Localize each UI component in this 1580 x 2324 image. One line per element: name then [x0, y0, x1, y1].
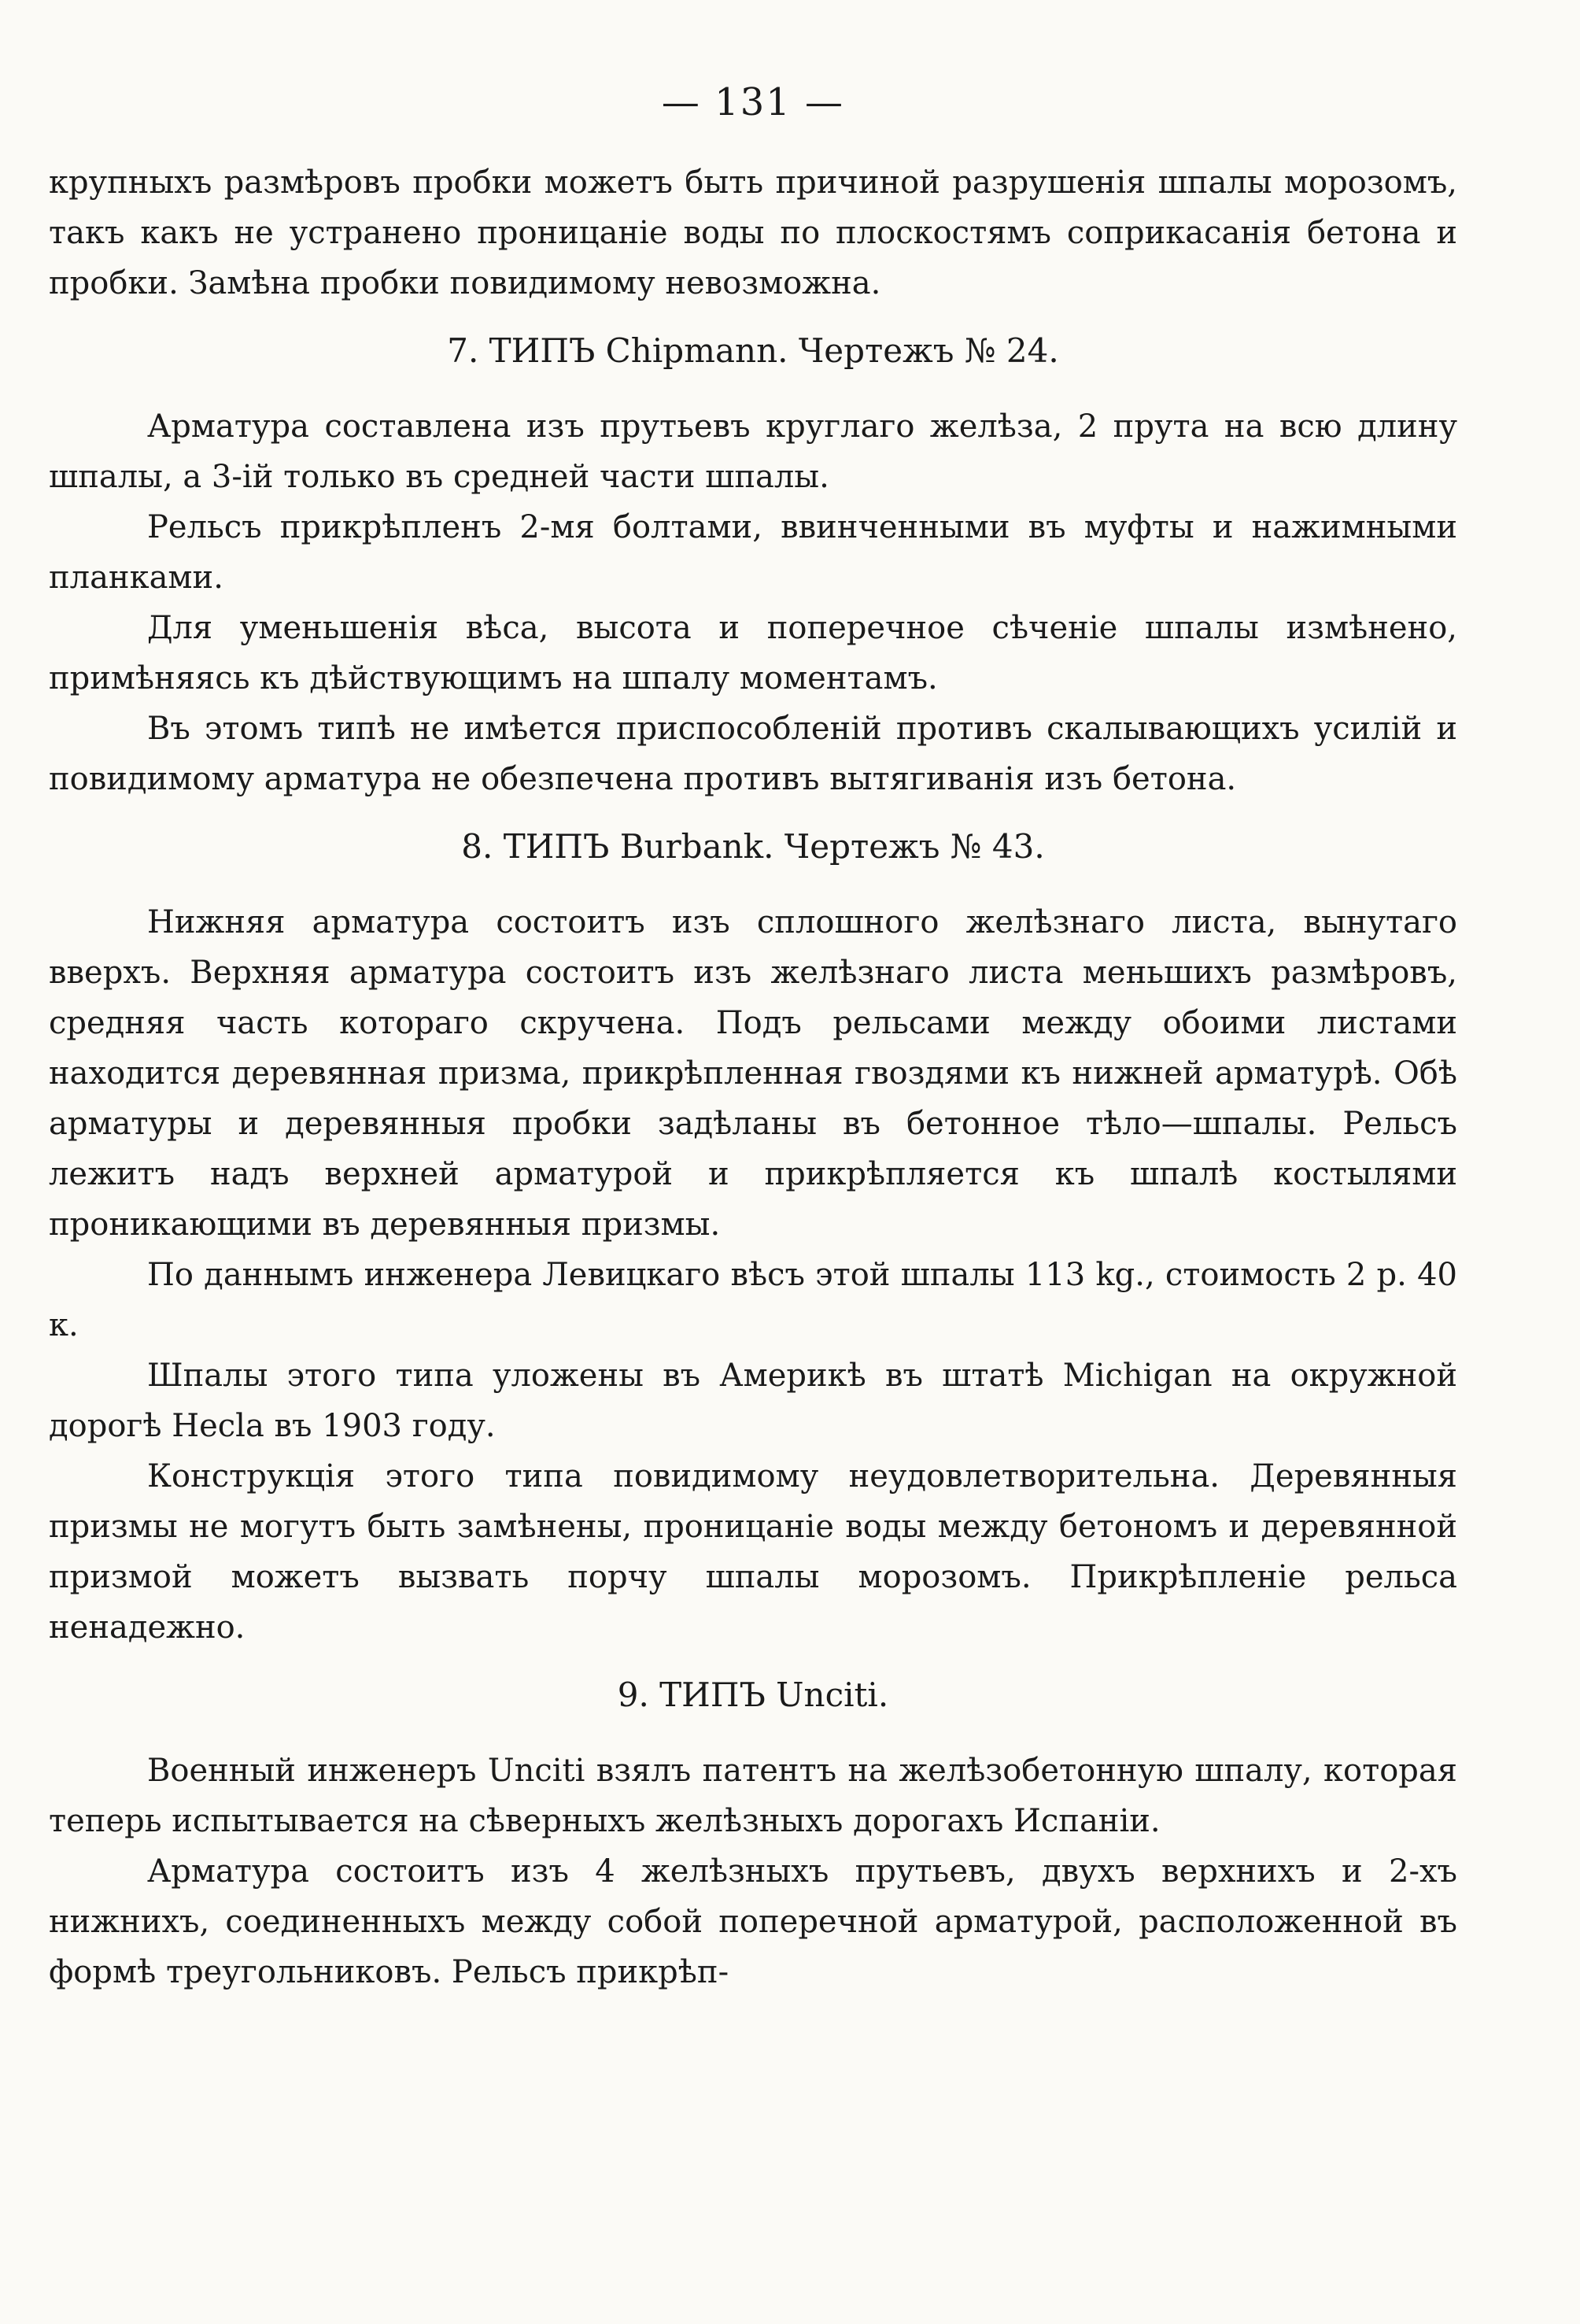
- document-page: [49, 79, 1457, 1997]
- section-heading-unciti: 9. ТИПЪ Unciti.: [617, 1676, 889, 1714]
- paragraph: Въ этомъ типѣ не имѣется приспособленій противъ скалывающихъ усилій и повидимому арматура не обезпечена противъ вытягиванія изъ бетона.: [49, 711, 1457, 797]
- paragraph: Арматура составлена изъ прутьевъ круглаго желѣза, 2 прута на всю длину шпалы, а 3-ій только въ средней части шпалы.: [49, 408, 1457, 495]
- paragraph: Конструкція этого типа повидимому неудовлетворительна. Деревянныя призмы не могутъ быть замѣнены, проницаніе воды между бетономъ и деревянной призмой можетъ вызвать порчу шпалы морозомъ. Прикрѣпленіе рельса ненадежно.: [49, 1458, 1457, 1646]
- paragraph: Рельсъ прикрѣпленъ 2-мя болтами, ввинченными въ муфты и нажимными планками.: [49, 509, 1457, 596]
- page-number: — 131 —: [661, 80, 845, 124]
- paragraph: Арматура состоитъ изъ 4 желѣзныхъ прутьевъ, двухъ верхнихъ и 2-хъ нижнихъ, соединенныхъ между собой поперечной арматурой, расположенной въ формѣ треугольниковъ. Рельсъ прикрѣп-: [49, 1853, 1457, 1990]
- paragraph: По даннымъ инженера Левицкаго вѣсъ этой шпалы 113 kg., стоимость 2 р. 40 к.: [49, 1257, 1457, 1343]
- paragraph: Для уменьшенія вѣса, высота и поперечное сѣченіе шпалы измѣнено, примѣняясь къ дѣйствующимъ на шпалу моментамъ.: [49, 610, 1457, 696]
- section-heading-chipmann: 7. ТИПЪ Chipmann. Чертежъ № 24.: [447, 331, 1059, 370]
- paragraph: Военный инженеръ Unciti взялъ патентъ на желѣзобетонную шпалу, которая теперь испытывается на сѣверныхъ желѣзныхъ дорогахъ Испаніи.: [49, 1753, 1457, 1839]
- paragraph: Шпалы этого типа уложены въ Америкѣ въ штатѣ Michigan на окружной дорогѣ Hecla въ 1903 году.: [49, 1358, 1457, 1444]
- paragraph: Нижняя арматура состоитъ изъ сплошного желѣзнаго листа, вынутаго вверхъ. Верхняя арматура состоитъ изъ желѣзнаго листа меньшихъ размѣровъ, средняя часть котораго скручена. Подъ рельсами между обоими листами находится деревянная призма, прикрѣпленная гвоздями къ нижней арматурѣ. Обѣ арматуры и деревянныя пробки задѣланы въ бетонное тѣло—шпалы. Рельсъ лежитъ надъ верхней арматурой и прикрѣпляется къ шпалѣ костылями проникающими въ деревянныя призмы.: [49, 904, 1457, 1243]
- section-heading-burbank: 8. ТИПЪ Burbank. Чертежъ № 43.: [461, 827, 1045, 866]
- continued-paragraph: крупныхъ размѣровъ пробки можетъ быть причиной разрушенія шпалы морозомъ, такъ какъ не устранено проницаніе воды по плоскостямъ соприкасанія бетона и пробки. Замѣна пробки повидимому невозможна.: [49, 164, 1457, 301]
